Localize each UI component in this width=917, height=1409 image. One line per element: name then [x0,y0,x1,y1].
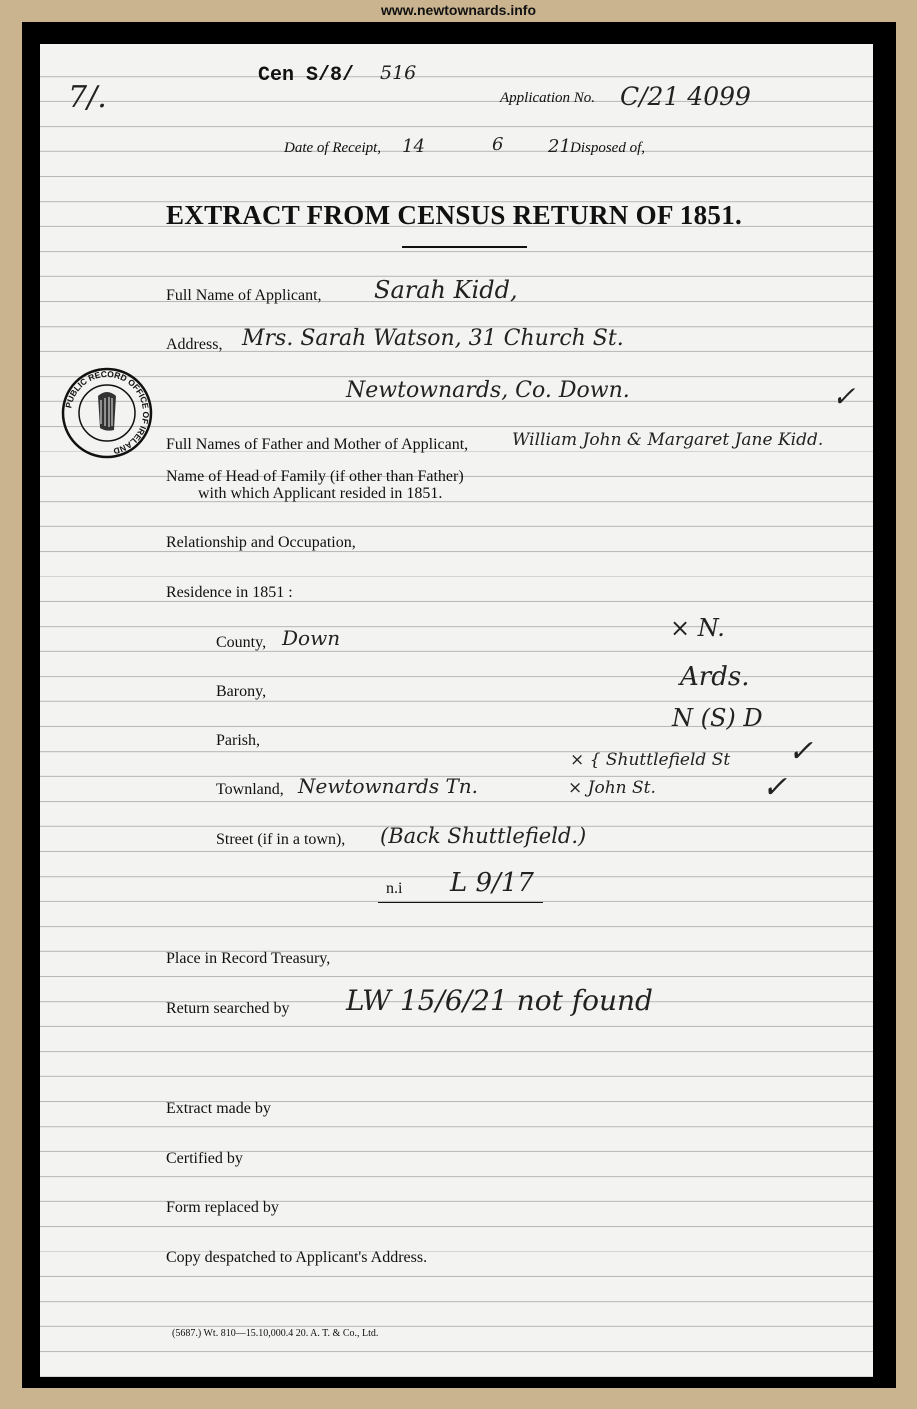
harp-icon [98,392,116,431]
application-label: Application No. [500,90,595,106]
street-value: (Back Shuttlefield.) [380,824,587,848]
site-url: www.newtownards.info [380,2,537,18]
certified-label: Certified by [166,1150,243,1167]
barony-label: Barony, [216,683,267,700]
parish-note: N (S) D [672,704,763,732]
street-tick-2: ✓ [762,770,788,805]
title-rule [402,246,527,248]
cen-code: Cen S/8/ [258,64,355,87]
residence-label: Residence in 1851 : [166,584,293,601]
receipt-day: 14 [402,136,425,157]
street-tick-1: ✓ [788,734,814,769]
corner-mark: 7/. [68,80,107,115]
printer-code: (5687.) Wt. 810—15.10,000.4 20. A. T. & Co., Ltd. [172,1328,379,1339]
extract-label: Extract made by [166,1100,271,1117]
county-label: County, [216,634,267,651]
form-title: EXTRACT FROM CENSUS RETURN OF 1851. [166,200,743,230]
county-value: Down [282,626,341,650]
census-form [40,44,873,1377]
ni-underline [378,902,543,903]
townland-value: Newtownards Tn. [298,774,479,798]
streets-note-1: × { Shuttlefield St [570,750,731,770]
public-record-office-stamp [60,366,154,460]
barony-note: Ards. [680,662,750,692]
application-number: C/21 4099 [620,82,751,111]
cen-code-handwritten: 516 [380,62,417,84]
place-label: Place in Record Treasury, [166,950,331,967]
receipt-label: Date of Receipt, [284,140,382,156]
searched-value: LW 15/6/21 not found [346,984,653,1017]
stamp-text: PUBLIC RECORD OFFICE OF IRELAND [63,368,152,457]
townland-label: Townland, [216,781,284,798]
address-label: Address, [166,336,223,353]
applicant-label: Full Name of Applicant, [166,287,322,304]
address-line-1: Mrs. Sarah Watson, 31 Church St. [242,326,624,351]
relationship-label: Relationship and Occupation, [166,534,356,551]
receipt-month: 6 [492,134,504,155]
county-note: × N. [670,614,725,642]
ni-label: n.i [386,880,403,897]
ni-value: L 9/17 [450,868,534,898]
searched-label: Return searched by [166,1000,290,1017]
receipt-year: 21 [548,136,571,157]
address-line-2: Newtownards, Co. Down. [346,378,630,403]
head-of-family-label-2: with which Applicant resided in 1851. [198,485,443,502]
parents-value: William John & Margaret Jane Kidd. [512,430,824,450]
street-label: Street (if in a town), [216,831,346,848]
parish-label: Parish, [216,732,260,749]
address-tick: ✓ [832,380,856,413]
copy-label: Copy despatched to Applicant's Address. [166,1249,428,1266]
applicant-value: Sarah Kidd, [374,276,518,304]
head-of-family-label-1: Name of Head of Family (if other than Father) [166,468,464,485]
streets-note-2: × John St. [568,778,656,798]
disposed-label: Disposed of, [570,140,645,156]
replaced-label: Form replaced by [166,1199,279,1216]
parents-label: Full Names of Father and Mother of Applicant, [166,436,469,453]
